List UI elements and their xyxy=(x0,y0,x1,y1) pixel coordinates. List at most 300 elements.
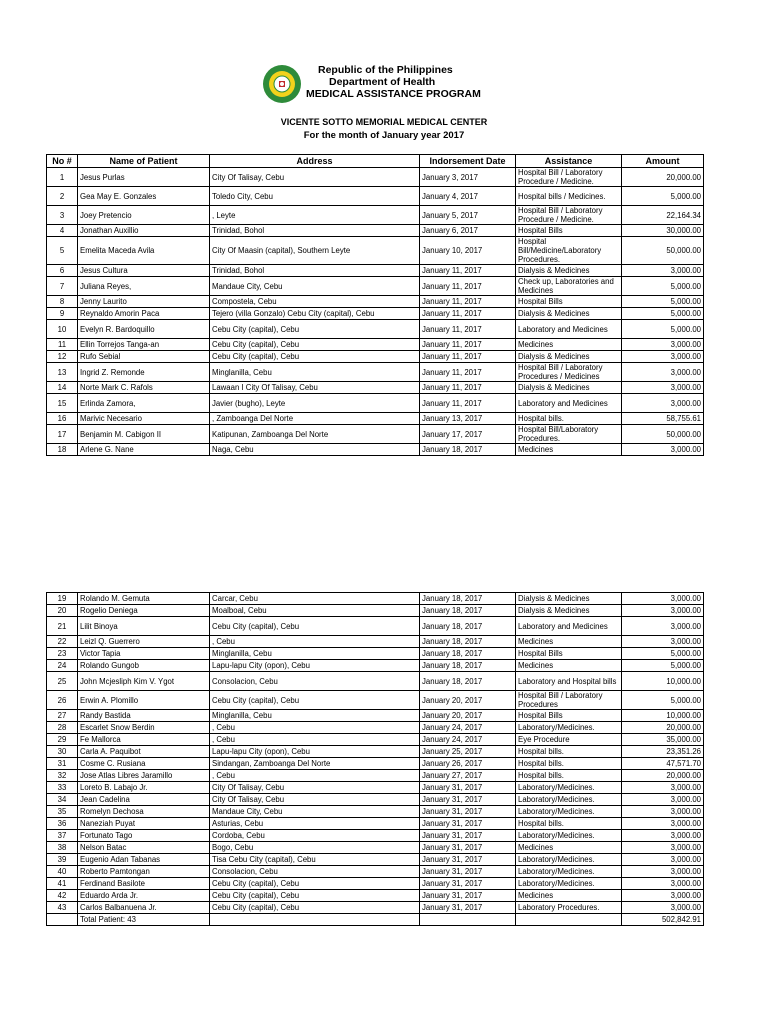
col-header-date: Indorsement Date xyxy=(420,155,516,168)
cell-assistance: Hospital bills. xyxy=(516,413,622,425)
cell-no: 30 xyxy=(47,746,78,758)
cell-address: Moalboal, Cebu xyxy=(210,605,420,617)
cell-address: City Of Talisay, Cebu xyxy=(210,782,420,794)
cell-amount: 20,000.00 xyxy=(622,168,704,187)
cell-no: 23 xyxy=(47,648,78,660)
cell-patient-name: Rufo Sebial xyxy=(78,351,210,363)
table-row xyxy=(47,265,704,277)
cell-indorsement-date: January 31, 2017 xyxy=(420,842,516,854)
cell-assistance: Laboratory/Medicines. xyxy=(516,722,622,734)
cell-address: Cebu City (capital), Cebu xyxy=(210,890,420,902)
cell-patient-name: Carla A. Paquibot xyxy=(78,746,210,758)
cell-amount: 22,164.34 xyxy=(622,206,704,225)
table-row xyxy=(47,890,704,902)
cell-assistance: Laboratory/Medicines. xyxy=(516,794,622,806)
cell-amount: 3,000.00 xyxy=(622,806,704,818)
cell-indorsement-date: January 3, 2017 xyxy=(420,168,516,187)
cell-assistance: Dialysis & Medicines xyxy=(516,351,622,363)
table-row xyxy=(47,444,704,456)
cell-no: 42 xyxy=(47,890,78,902)
cell-patient-name: Jenny Laurito xyxy=(78,296,210,308)
cell-patient-name: Marivic Necesario xyxy=(78,413,210,425)
cell-patient-name: Jesus Purlas xyxy=(78,168,210,187)
cell-indorsement-date: January 18, 2017 xyxy=(420,660,516,672)
total-patient-label: Total Patient: 43 xyxy=(78,914,210,926)
cell-indorsement-date: January 11, 2017 xyxy=(420,320,516,339)
cell-amount: 5,000.00 xyxy=(622,296,704,308)
table-row xyxy=(47,636,704,648)
cell-assistance: Laboratory/Medicines. xyxy=(516,866,622,878)
cell-patient-name: Loreto B. Labajo Jr. xyxy=(78,782,210,794)
cell-address: Cebu City (capital), Cebu xyxy=(210,902,420,914)
cell-address: , Cebu xyxy=(210,636,420,648)
cell-no: 26 xyxy=(47,691,78,710)
cell-assistance: Laboratory/Medicines. xyxy=(516,806,622,818)
table-row xyxy=(47,605,704,617)
cell-assistance: Medicines xyxy=(516,842,622,854)
table-row xyxy=(47,782,704,794)
cell-no: 4 xyxy=(47,225,78,237)
cell-patient-name: Joey Pretencio xyxy=(78,206,210,225)
cell-address: Lapu-lapu City (opon), Cebu xyxy=(210,746,420,758)
table-row xyxy=(47,339,704,351)
cell-no: 28 xyxy=(47,722,78,734)
cell-amount: 3,000.00 xyxy=(622,593,704,605)
cell-amount: 5,000.00 xyxy=(622,648,704,660)
cell-assistance: Hospital Bill/Laboratory Procedures. xyxy=(516,425,622,444)
cell-indorsement-date: January 24, 2017 xyxy=(420,734,516,746)
cell-no: 8 xyxy=(47,296,78,308)
cell-assistance: Dialysis & Medicines xyxy=(516,308,622,320)
table-row xyxy=(47,394,704,413)
total-amount: 502,842.91 xyxy=(622,914,704,926)
cell-no: 5 xyxy=(47,237,78,265)
cell-no: 18 xyxy=(47,444,78,456)
cell-amount: 30,000.00 xyxy=(622,225,704,237)
cell-amount: 5,000.00 xyxy=(622,187,704,206)
cell-address: Carcar, Cebu xyxy=(210,593,420,605)
cell-amount: 10,000.00 xyxy=(622,710,704,722)
cell-indorsement-date: January 31, 2017 xyxy=(420,878,516,890)
cell-no: 9 xyxy=(47,308,78,320)
cell-no: 24 xyxy=(47,660,78,672)
cell-no: 14 xyxy=(47,382,78,394)
cell-indorsement-date: January 18, 2017 xyxy=(420,593,516,605)
cell-no: 36 xyxy=(47,818,78,830)
cell-indorsement-date: January 11, 2017 xyxy=(420,277,516,296)
table-row xyxy=(47,854,704,866)
total-cell-blank xyxy=(210,914,420,926)
table-row xyxy=(47,168,704,187)
cell-patient-name: Jesus Cultura xyxy=(78,265,210,277)
cell-patient-name: Roberto Pamtongan xyxy=(78,866,210,878)
cell-patient-name: Romelyn Dechosa xyxy=(78,806,210,818)
cell-indorsement-date: January 11, 2017 xyxy=(420,394,516,413)
table-row xyxy=(47,794,704,806)
cell-assistance: Medicines xyxy=(516,660,622,672)
cell-no: 39 xyxy=(47,854,78,866)
cell-no: 13 xyxy=(47,363,78,382)
table-row xyxy=(47,758,704,770)
table-row xyxy=(47,296,704,308)
cell-assistance: Laboratory and Medicines xyxy=(516,617,622,636)
cell-assistance: Hospital Bill / Laboratory Procedures / Medicines xyxy=(516,363,622,382)
cell-assistance: Hospital Bill / Laboratory Procedures xyxy=(516,691,622,710)
table-row xyxy=(47,722,704,734)
cell-no: 12 xyxy=(47,351,78,363)
cell-amount: 50,000.00 xyxy=(622,237,704,265)
cell-amount: 35,000.00 xyxy=(622,734,704,746)
cell-patient-name: Lilit Binoya xyxy=(78,617,210,636)
cell-indorsement-date: January 11, 2017 xyxy=(420,296,516,308)
cell-indorsement-date: January 6, 2017 xyxy=(420,225,516,237)
cell-indorsement-date: January 4, 2017 xyxy=(420,187,516,206)
table-row xyxy=(47,691,704,710)
table-row xyxy=(47,320,704,339)
cell-indorsement-date: January 18, 2017 xyxy=(420,672,516,691)
col-header-address: Address xyxy=(210,155,420,168)
cell-no: 32 xyxy=(47,770,78,782)
cell-no: 41 xyxy=(47,878,78,890)
cell-assistance: Hospital Bills xyxy=(516,648,622,660)
cell-address: Mandaue City, Cebu xyxy=(210,277,420,296)
cell-patient-name: Rolando M. Gemuta xyxy=(78,593,210,605)
cell-address: Cebu City (capital), Cebu xyxy=(210,617,420,636)
cell-amount: 3,000.00 xyxy=(622,605,704,617)
cell-amount: 3,000.00 xyxy=(622,382,704,394)
cell-amount: 3,000.00 xyxy=(622,818,704,830)
cell-assistance: Laboratory/Medicines. xyxy=(516,782,622,794)
cell-patient-name: Ferdinand Basilote xyxy=(78,878,210,890)
table-row xyxy=(47,351,704,363)
cell-address: Cebu City (capital), Cebu xyxy=(210,351,420,363)
cell-amount: 23,351.26 xyxy=(622,746,704,758)
header-center: VICENTE SOTTO MEMORIAL MEDICAL CENTER xyxy=(280,117,488,127)
cell-indorsement-date: January 18, 2017 xyxy=(420,617,516,636)
cell-no: 38 xyxy=(47,842,78,854)
cell-address: Cebu City (capital), Cebu xyxy=(210,339,420,351)
cell-indorsement-date: January 31, 2017 xyxy=(420,854,516,866)
cell-no: 1 xyxy=(47,168,78,187)
table-row xyxy=(47,237,704,265)
cell-patient-name: Juliana Reyes, xyxy=(78,277,210,296)
cell-amount: 3,000.00 xyxy=(622,636,704,648)
cell-assistance: Laboratory and Hospital bills xyxy=(516,672,622,691)
cell-no: 2 xyxy=(47,187,78,206)
table-row xyxy=(47,382,704,394)
cell-indorsement-date: January 31, 2017 xyxy=(420,902,516,914)
cell-indorsement-date: January 25, 2017 xyxy=(420,746,516,758)
cell-amount: 3,000.00 xyxy=(622,866,704,878)
cell-address: City Of Talisay, Cebu xyxy=(210,168,420,187)
cell-patient-name: Cosme C. Rusiana xyxy=(78,758,210,770)
cell-assistance: Hospital bills. xyxy=(516,758,622,770)
cell-no: 15 xyxy=(47,394,78,413)
cell-patient-name: Emelita Maceda Avila xyxy=(78,237,210,265)
table-row xyxy=(47,734,704,746)
cell-assistance: Hospital bills. xyxy=(516,746,622,758)
cell-address: Tejero (villa Gonzalo) Cebu City (capital), Cebu xyxy=(210,308,420,320)
cell-address: Minglanilla, Cebu xyxy=(210,648,420,660)
cell-patient-name: Carlos Balbanuena Jr. xyxy=(78,902,210,914)
cell-indorsement-date: January 20, 2017 xyxy=(420,710,516,722)
cell-assistance: Hospital Bills xyxy=(516,225,622,237)
cell-indorsement-date: January 10, 2017 xyxy=(420,237,516,265)
table-row xyxy=(47,648,704,660)
col-header-assistance: Assistance xyxy=(516,155,622,168)
cell-no: 21 xyxy=(47,617,78,636)
cell-indorsement-date: January 20, 2017 xyxy=(420,691,516,710)
cell-address: Katipunan, Zamboanga Del Norte xyxy=(210,425,420,444)
cell-no: 7 xyxy=(47,277,78,296)
cell-indorsement-date: January 5, 2017 xyxy=(420,206,516,225)
cell-no: 25 xyxy=(47,672,78,691)
table-row xyxy=(47,593,704,605)
cell-indorsement-date: January 18, 2017 xyxy=(420,636,516,648)
cell-indorsement-date: January 27, 2017 xyxy=(420,770,516,782)
cell-no: 10 xyxy=(47,320,78,339)
assistance-table-part1 xyxy=(46,154,704,456)
header-republic: Republic of the Philippines xyxy=(318,64,453,76)
cell-assistance: Laboratory and Medicines xyxy=(516,394,622,413)
cell-amount: 3,000.00 xyxy=(622,444,704,456)
cell-amount: 3,000.00 xyxy=(622,265,704,277)
cell-indorsement-date: January 11, 2017 xyxy=(420,339,516,351)
cell-assistance: Medicines xyxy=(516,890,622,902)
cell-indorsement-date: January 17, 2017 xyxy=(420,425,516,444)
cell-address: Mandaue City, Cebu xyxy=(210,806,420,818)
cell-amount: 3,000.00 xyxy=(622,394,704,413)
cell-assistance: Laboratory/Medicines. xyxy=(516,830,622,842)
doh-seal-logo xyxy=(262,64,302,104)
cell-assistance: Eye Procedure xyxy=(516,734,622,746)
cell-amount: 3,000.00 xyxy=(622,351,704,363)
cell-patient-name: Reynaldo Amorin Paca xyxy=(78,308,210,320)
cell-assistance: Laboratory Procedures. xyxy=(516,902,622,914)
cell-address: Toledo City, Cebu xyxy=(210,187,420,206)
table-row xyxy=(47,842,704,854)
cell-indorsement-date: January 31, 2017 xyxy=(420,782,516,794)
cell-amount: 58,755.61 xyxy=(622,413,704,425)
cell-amount: 5,000.00 xyxy=(622,691,704,710)
table-row xyxy=(47,363,704,382)
cell-indorsement-date: January 31, 2017 xyxy=(420,794,516,806)
cell-amount: 3,000.00 xyxy=(622,363,704,382)
cell-assistance: Hospital Bills xyxy=(516,296,622,308)
cell-patient-name: Jose Atlas Libres Jaramillo xyxy=(78,770,210,782)
cell-address: Compostela, Cebu xyxy=(210,296,420,308)
cell-patient-name: Ingrid Z. Remonde xyxy=(78,363,210,382)
cell-no: 34 xyxy=(47,794,78,806)
cell-address: Minglanilla, Cebu xyxy=(210,710,420,722)
cell-no: 22 xyxy=(47,636,78,648)
cell-address: , Zamboanga Del Norte xyxy=(210,413,420,425)
cell-indorsement-date: January 31, 2017 xyxy=(420,890,516,902)
cell-assistance: Hospital bills. xyxy=(516,818,622,830)
cell-amount: 10,000.00 xyxy=(622,672,704,691)
cell-amount: 5,000.00 xyxy=(622,660,704,672)
table-row xyxy=(47,710,704,722)
cell-patient-name: Randy Bastida xyxy=(78,710,210,722)
cell-patient-name: Benjamin M. Cabigon II xyxy=(78,425,210,444)
cell-assistance: Hospital Bill/Medicine/Laboratory Procedures. xyxy=(516,237,622,265)
table-row xyxy=(47,617,704,636)
cell-assistance: Dialysis & Medicines xyxy=(516,382,622,394)
cell-no: 16 xyxy=(47,413,78,425)
cell-patient-name: Nelson Batac xyxy=(78,842,210,854)
cell-amount: 3,000.00 xyxy=(622,890,704,902)
table-row xyxy=(47,902,704,914)
cell-indorsement-date: January 11, 2017 xyxy=(420,308,516,320)
cell-amount: 3,000.00 xyxy=(622,617,704,636)
cell-amount: 3,000.00 xyxy=(622,782,704,794)
cell-patient-name: Evelyn R. Bardoquillo xyxy=(78,320,210,339)
cell-assistance: Dialysis & Medicines xyxy=(516,605,622,617)
cell-indorsement-date: January 13, 2017 xyxy=(420,413,516,425)
cell-patient-name: Eduardo Arda Jr. xyxy=(78,890,210,902)
cell-address: Lawaan I City Of Talisay, Cebu xyxy=(210,382,420,394)
cell-indorsement-date: January 24, 2017 xyxy=(420,722,516,734)
cell-no: 6 xyxy=(47,265,78,277)
cell-no: 33 xyxy=(47,782,78,794)
cell-address: Cebu City (capital), Cebu xyxy=(210,691,420,710)
cell-assistance: Medicines xyxy=(516,636,622,648)
cell-no: 27 xyxy=(47,710,78,722)
table-row xyxy=(47,206,704,225)
cell-assistance: Laboratory/Medicines. xyxy=(516,854,622,866)
cell-indorsement-date: January 26, 2017 xyxy=(420,758,516,770)
cell-address: Minglanilla, Cebu xyxy=(210,363,420,382)
cell-patient-name: Eugenio Adan Tabanas xyxy=(78,854,210,866)
cell-no: 17 xyxy=(47,425,78,444)
cell-patient-name: Arlene G. Nane xyxy=(78,444,210,456)
cell-indorsement-date: January 11, 2017 xyxy=(420,351,516,363)
cell-patient-name: Escarlet Snow Berdin xyxy=(78,722,210,734)
cell-no: 37 xyxy=(47,830,78,842)
cell-indorsement-date: January 31, 2017 xyxy=(420,806,516,818)
table-row xyxy=(47,830,704,842)
cell-address: , Cebu xyxy=(210,770,420,782)
cell-address: Cebu City (capital), Cebu xyxy=(210,878,420,890)
cell-assistance: Laboratory and Medicines xyxy=(516,320,622,339)
header-program: MEDICAL ASSISTANCE PROGRAM xyxy=(306,88,481,100)
total-row xyxy=(47,914,704,926)
table-row xyxy=(47,770,704,782)
cell-indorsement-date: January 11, 2017 xyxy=(420,382,516,394)
cell-assistance: Hospital Bills xyxy=(516,710,622,722)
header-period: For the month of January year 2017 xyxy=(303,130,465,141)
total-cell-blank xyxy=(516,914,622,926)
cell-address: City Of Talisay, Cebu xyxy=(210,794,420,806)
cell-indorsement-date: January 18, 2017 xyxy=(420,648,516,660)
cell-address: Trinidad, Bohol xyxy=(210,225,420,237)
cell-amount: 3,000.00 xyxy=(622,339,704,351)
cell-patient-name: John Mcjesliph Kim V. Ygot xyxy=(78,672,210,691)
cell-patient-name: Norte Mark C. Rafols xyxy=(78,382,210,394)
cell-address: Sindangan, Zamboanga Del Norte xyxy=(210,758,420,770)
cell-patient-name: Erlinda Zamora, xyxy=(78,394,210,413)
cell-assistance: Medicines xyxy=(516,339,622,351)
cell-assistance: Hospital bills. xyxy=(516,770,622,782)
cell-patient-name: Rogelio Deniega xyxy=(78,605,210,617)
cell-address: Bogo, Cebu xyxy=(210,842,420,854)
cell-patient-name: Naneziah Puyat xyxy=(78,818,210,830)
table-row xyxy=(47,660,704,672)
cell-indorsement-date: January 31, 2017 xyxy=(420,830,516,842)
cell-no: 40 xyxy=(47,866,78,878)
cell-indorsement-date: January 18, 2017 xyxy=(420,444,516,456)
cell-amount: 3,000.00 xyxy=(622,854,704,866)
cell-assistance: Medicines xyxy=(516,444,622,456)
cell-indorsement-date: January 31, 2017 xyxy=(420,818,516,830)
cell-amount: 50,000.00 xyxy=(622,425,704,444)
cell-amount: 5,000.00 xyxy=(622,320,704,339)
cell-assistance: Laboratory/Medicines. xyxy=(516,878,622,890)
cell-amount: 20,000.00 xyxy=(622,722,704,734)
cell-no: 20 xyxy=(47,605,78,617)
table-row xyxy=(47,878,704,890)
cell-no: 43 xyxy=(47,902,78,914)
cell-amount: 20,000.00 xyxy=(622,770,704,782)
cell-address: Cordoba, Cebu xyxy=(210,830,420,842)
table-row xyxy=(47,225,704,237)
table-row xyxy=(47,672,704,691)
header-department: Department of Health xyxy=(329,76,436,88)
cell-amount: 3,000.00 xyxy=(622,842,704,854)
cell-address: Consolacion, Cebu xyxy=(210,866,420,878)
cell-address: , Cebu xyxy=(210,734,420,746)
cell-indorsement-date: January 11, 2017 xyxy=(420,363,516,382)
col-header-no: No # xyxy=(47,155,78,168)
cell-no: 31 xyxy=(47,758,78,770)
table-row xyxy=(47,806,704,818)
cell-address: Lapu-lapu City (opon), Cebu xyxy=(210,660,420,672)
cell-patient-name: Erwin A. Plomillo xyxy=(78,691,210,710)
cell-patient-name: Gea May E. Gonzales xyxy=(78,187,210,206)
cell-address: Cebu City (capital), Cebu xyxy=(210,320,420,339)
cell-address: , Leyte xyxy=(210,206,420,225)
cell-amount: 47,571.70 xyxy=(622,758,704,770)
cell-assistance: Hospital bills / Medicines. xyxy=(516,187,622,206)
table-row xyxy=(47,746,704,758)
table-row xyxy=(47,425,704,444)
cell-patient-name: Leizl Q. Guerrero xyxy=(78,636,210,648)
cell-amount: 3,000.00 xyxy=(622,830,704,842)
cell-address: Naga, Cebu xyxy=(210,444,420,456)
cell-patient-name: Fortunato Tago xyxy=(78,830,210,842)
table-row xyxy=(47,818,704,830)
cell-assistance: Check up, Laboratories and Medicines xyxy=(516,277,622,296)
total-cell-blank xyxy=(47,914,78,926)
cell-assistance: Dialysis & Medicines xyxy=(516,593,622,605)
assistance-table-part2 xyxy=(46,592,704,926)
total-cell-blank xyxy=(420,914,516,926)
cell-no: 35 xyxy=(47,806,78,818)
cell-no: 11 xyxy=(47,339,78,351)
cell-amount: 3,000.00 xyxy=(622,902,704,914)
cell-amount: 3,000.00 xyxy=(622,878,704,890)
table-header-row xyxy=(47,155,704,168)
cell-assistance: Hospital Bill / Laboratory Procedure / Medicine. xyxy=(516,168,622,187)
cell-assistance: Dialysis & Medicines xyxy=(516,265,622,277)
table-row xyxy=(47,308,704,320)
cell-assistance: Hospital Bill / Laboratory Procedure / Medicine. xyxy=(516,206,622,225)
cell-patient-name: Jean Cadelina xyxy=(78,794,210,806)
cell-address: Javier (bugho), Leyte xyxy=(210,394,420,413)
cell-patient-name: Victor Tapia xyxy=(78,648,210,660)
cell-indorsement-date: January 11, 2017 xyxy=(420,265,516,277)
cell-address: Tisa Cebu City (capital), Cebu xyxy=(210,854,420,866)
